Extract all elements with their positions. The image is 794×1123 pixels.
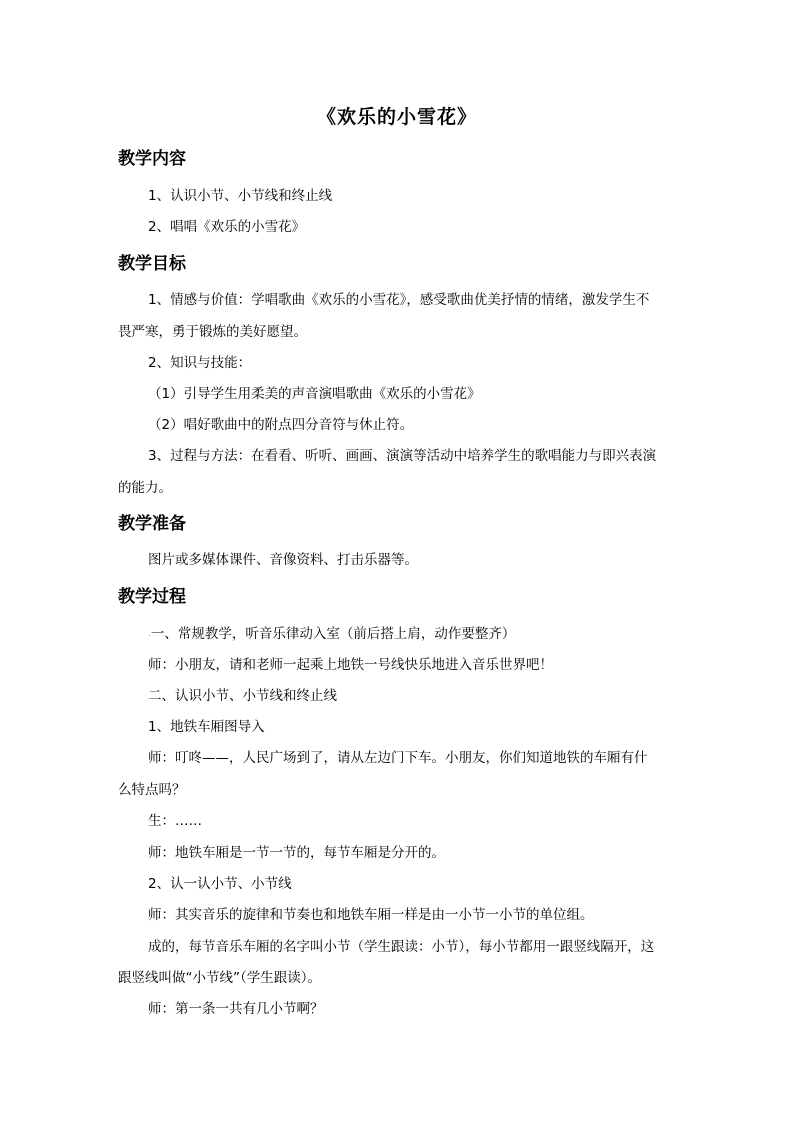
process-line-9: 师：其实音乐的旋律和节奏也和地铁车厢一样是由一小节一小节的单位组。	[148, 907, 594, 923]
prep-text: 图片或多媒体课件、音像资料、打击乐器等。	[148, 552, 418, 568]
goal-line-2: 2、知识与技能：	[148, 355, 252, 371]
content-item-1: 1、认识小节、小节线和终止线	[148, 188, 333, 204]
revision-mark-icon: .	[148, 629, 151, 639]
process-line-4: 1、地铁车厢图导入	[148, 719, 265, 735]
content-item-2: 2、唱唱《欢乐的小雪花》	[148, 219, 306, 235]
goal-line-5: 3、过程与方法：在看看、听听、画画、演演等活动中培养学生的歌唱能力与即兴表演	[148, 448, 657, 464]
goal-line-1-cont: 畏严寒，勇于锻炼的美好愿望。	[118, 324, 307, 340]
process-line-1	[148, 624, 515, 644]
process-line-10: 成的，每节音乐车厢的名字叫小节（学生跟读：小节），每小节都用一跟竖线隔开，这	[148, 939, 655, 955]
goal-line-4: （2）唱好歌曲中的附点四分音符与休止符。	[148, 417, 414, 433]
process-line-7: 师：地铁车厢是一节一节的，每节车厢是分开的。	[148, 845, 445, 861]
process-line-2: 师：小朋友，请和老师一起乘上地铁一号线快乐地进入音乐世界吧！	[148, 657, 553, 673]
process-line-11: 师：第一条一共有几小节啊？	[148, 1001, 324, 1017]
heading-teaching-goals: 教学目标	[118, 254, 186, 274]
process-line-3: 二、认识小节、小节线和终止线	[148, 688, 337, 704]
process-line-10-cont: 跟竖线叫做“小节线”（学生跟读）。	[118, 970, 321, 986]
heading-teaching-content: 教学内容	[118, 149, 186, 169]
goal-line-3: （1）引导学生用柔美的声音演唱歌曲《欢乐的小雪花》	[148, 386, 481, 402]
goal-line-5-cont: 的能力。	[118, 480, 172, 496]
process-line-8: 2、认一认小节、小节线	[148, 876, 292, 892]
document-title: 《欢乐的小雪花》	[316, 106, 477, 128]
heading-teaching-process: 教学过程	[118, 587, 186, 607]
process-line-1-text: 一、常规教学，听音乐律动入室（前后搭上肩，动作要整齐）	[150, 626, 516, 642]
heading-teaching-prep: 教学准备	[118, 514, 186, 534]
goal-line-1: 1、情感与价值：学唱歌曲《欢乐的小雪花》，感受歌曲优美抒情的情绪，激发学生不	[148, 292, 650, 308]
process-line-6: 生：……	[148, 813, 202, 829]
process-line-5: 师：叮咚——，人民广场到了，请从左边门下车。小朋友，你们知道地铁的车厢有什	[148, 750, 648, 766]
process-line-5-cont: 么特点吗？	[118, 782, 186, 798]
